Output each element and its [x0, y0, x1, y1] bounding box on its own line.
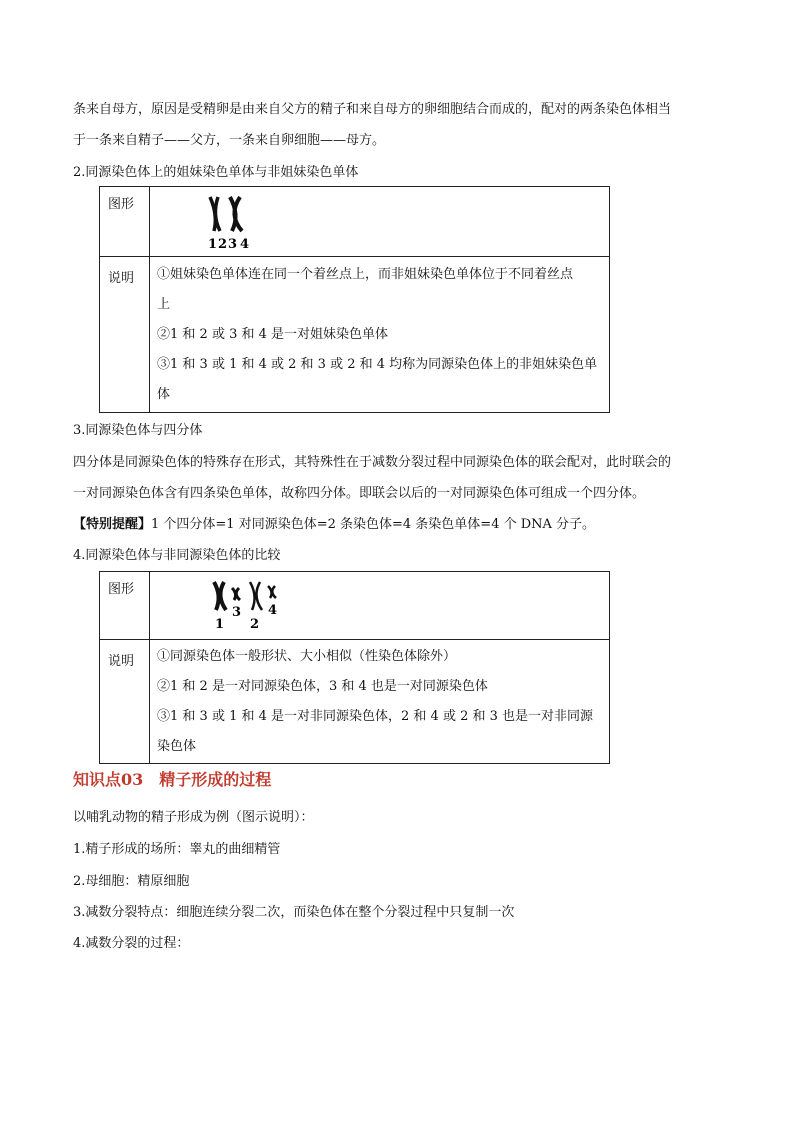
- subheading: 2.同源染色体上的姐妹染色单体与非姐妹染色单体: [73, 165, 359, 180]
- desc-line: ②1 和 2 是一对同源染色体，3 和 4 也是一对同源染色体: [157, 679, 488, 694]
- desc-line: 上: [157, 297, 171, 312]
- chromatid-number: 3: [228, 237, 238, 252]
- paragraph-line: 条来自母方，原因是受精卵是由来自父方的精子和来自母方的卵细胞结合而成的，配对的两条染色体相当: [73, 102, 672, 117]
- chromosome-number: 2: [250, 617, 260, 632]
- desc-line: 染色体: [157, 739, 197, 754]
- desc-line: ①同源染色体一般形状、大小相似（性染色体除外）: [157, 649, 457, 664]
- chromosome-figure: [212, 578, 292, 638]
- chromatid-number: 1: [208, 237, 218, 252]
- section-title: 精子形成的过程: [159, 770, 272, 789]
- figure-cell: [150, 187, 610, 257]
- chromosome-number: 1: [215, 617, 225, 632]
- desc-label-cell: [100, 257, 150, 413]
- list-item: 4.减数分裂的过程：: [73, 936, 190, 951]
- tip-label: 【特别提醒】: [73, 517, 152, 532]
- list-item: 1.精子形成的场所：睾丸的曲细精管: [73, 842, 281, 857]
- figure-label-cell: [100, 572, 150, 640]
- desc-cell: [150, 257, 610, 413]
- desc-label-cell: [100, 640, 150, 764]
- desc-label: 说明: [108, 271, 135, 286]
- chromatid-number: 4: [240, 237, 250, 252]
- list-item: 3.减数分裂特点：细胞连续分裂二次，而染色体在整个分裂过程中只复制一次: [73, 905, 515, 920]
- chromosome-number: 3: [232, 605, 242, 620]
- chromosome-shape: [250, 582, 262, 610]
- sister-chromatid-table: [99, 186, 610, 413]
- section-number: 知识点03: [73, 770, 144, 789]
- desc-label: 说明: [108, 654, 135, 669]
- chromosome-shape: [214, 582, 226, 610]
- chromosome-figure: [206, 193, 266, 253]
- chromatid-shape: [210, 197, 220, 231]
- homologous-comparison-table: [99, 571, 610, 764]
- figure-label-cell: [100, 187, 150, 257]
- desc-line: ③1 和 3 或 1 和 4 是一对非同源染色体，2 和 4 或 2 和 3 也是一对非同源: [157, 709, 594, 724]
- list-intro: 以哺乳动物的精子形成为例（图示说明）：: [73, 810, 314, 825]
- chromosome-shape: [268, 586, 276, 598]
- chromosome-shape: [232, 588, 240, 600]
- chromatid-number: 2: [218, 237, 228, 252]
- section-heading: [73, 767, 271, 790]
- paragraph-line: 一对同源染色体含有四条染色单体，故称四分体。即联会以后的一对同源染色体可组成一个四分体。: [73, 486, 646, 501]
- paragraph-line: 于一条来自精子——父方，一条来自卵细胞——母方。: [73, 133, 386, 148]
- desc-line: ②1 和 2 或 3 和 4 是一对姐妹染色单体: [157, 327, 389, 342]
- tip-text: 1 个四分体=1 对同源染色体=2 条染色体=4 条染色单体=4 个 DNA 分子。: [151, 517, 596, 532]
- figure-cell: [150, 572, 610, 640]
- list-item: 2.母细胞：精原细胞: [73, 874, 190, 889]
- subheading: 4.同源染色体与非同源染色体的比较: [73, 548, 281, 563]
- paragraph-line: 四分体是同源染色体的特殊存在形式，其特殊性在于减数分裂过程中同源染色体的联会配对，此时联会的: [73, 455, 672, 470]
- figure-label: 图形: [108, 582, 135, 597]
- figure-label: 图形: [108, 197, 135, 212]
- desc-line: 体: [157, 387, 171, 402]
- desc-line: ③1 和 3 或 1 和 4 或 2 和 3 或 2 和 4 均称为同源染色体上的非姐妹染色单: [157, 357, 598, 372]
- subheading: 3.同源染色体与四分体: [73, 423, 203, 438]
- desc-cell: [150, 640, 610, 764]
- chromosome-number: 4: [268, 603, 278, 618]
- chromatid-shape: [230, 197, 242, 231]
- tip-line: [73, 515, 733, 535]
- desc-line: ①姐妹染色单体连在同一个着丝点上，而非姐妹染色单体位于不同着丝点: [157, 267, 574, 282]
